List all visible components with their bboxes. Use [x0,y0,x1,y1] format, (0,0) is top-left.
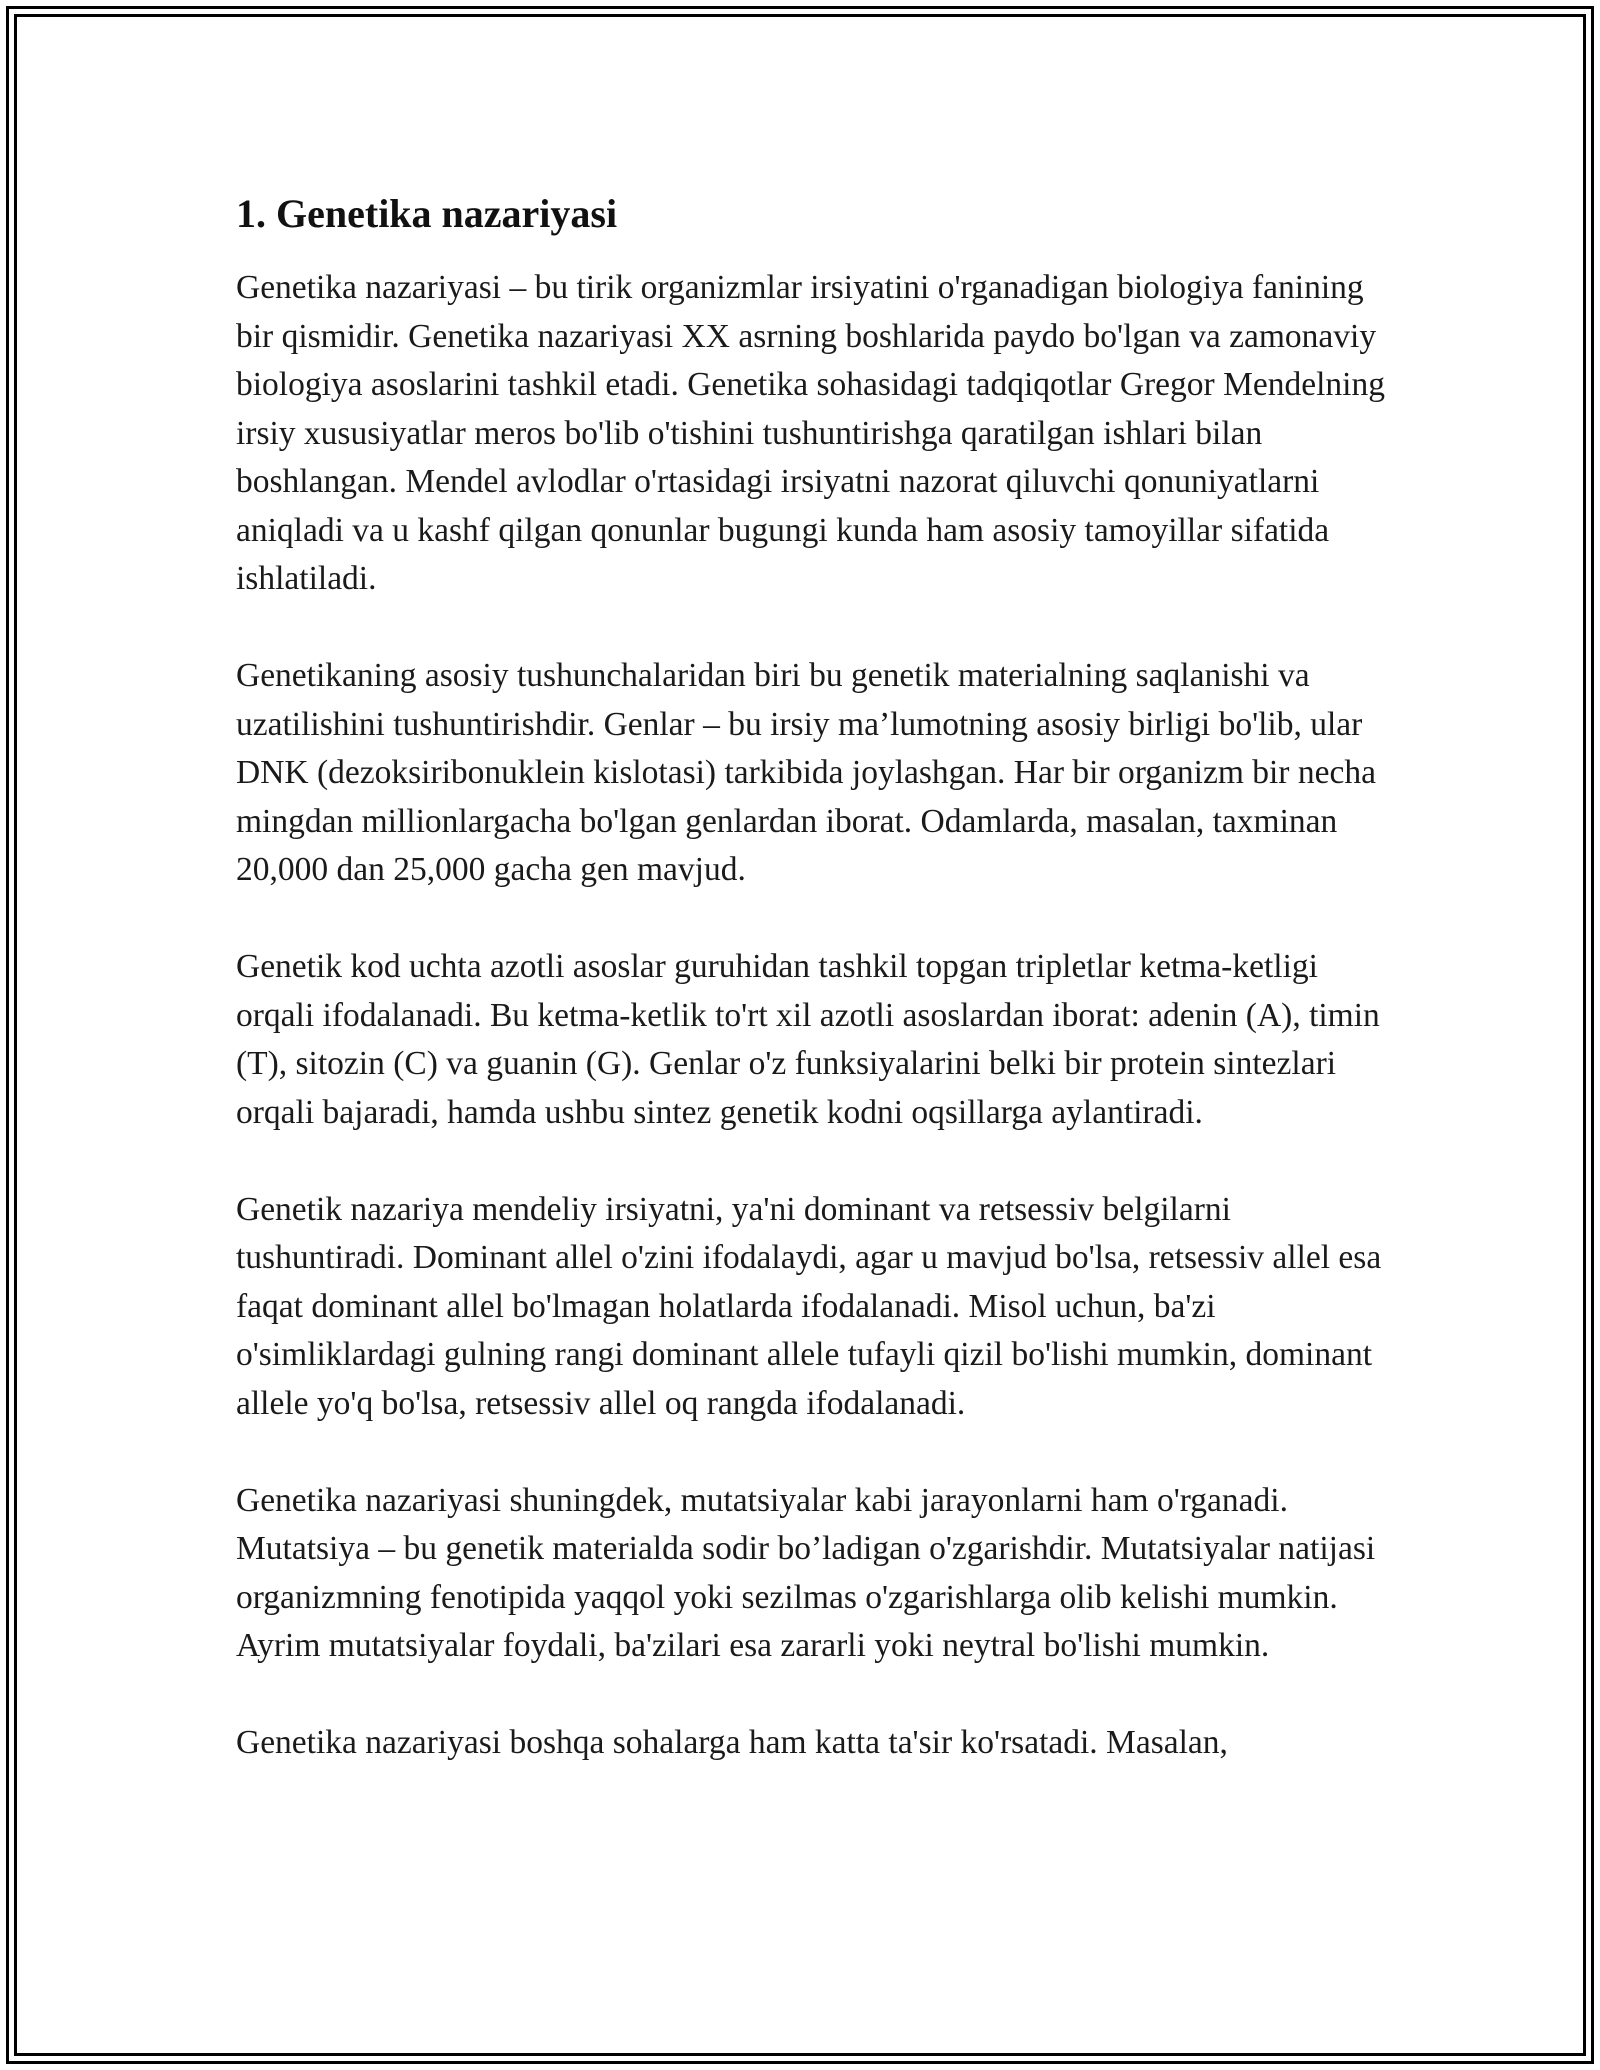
paragraph-4: Genetik nazariya mendeliy irsiyatni, ya'ni dominant va retsessiv belgilarni tushuntiradi. Dominant allel o'zini ifodalaydi, agar u mavjud bo'lsa, retsessiv allel esa faqat dominant allel bo'lmagan holatlarda ifodalanadi. Misol uchun, ba'zi o'simliklardagi gulning rangi dominant allele tufayli qizil bo'lishi mumkin, dominant allele yo'q bo'lsa, retsessiv allel oq rangda ifodalanadi. [236,1190,1382,1422]
section-heading: 1. Genetika nazariyasi [236,191,618,236]
paragraph-5: Genetika nazariyasi shuningdek, mutatsiyalar kabi jarayonlarni ham o'rganadi. Mutatsiya – bu genetik materialda sodir bo’ladigan o'zgarishdir. Mutatsiyalar natijasi organizmning fenotipida yaqqol yoki sezilmas o'zgarishlarga olib kelishi mumkin. Ayrim mutatsiyalar foydali, ba'zilari esa zararli yoki neytral bo'lishi mumkin. [236,1481,1376,1664]
document-body [236,186,1396,1816]
paragraph-3: Genetik kod uchta azotli asoslar guruhidan tashkil topgan tripletlar ketma-ketligi orqali ifodalanadi. Bu ketma-ketlik to'rt xil azotli asoslardan iborat: adenin (A), timin (T), sitozin (C) va guanin (G). Genlar o'z funksiyalarini belki bir protein sintezlari orqali bajaradi, hamda ushbu sintez genetik kodni oqsillarga aylantiradi. [236,948,1380,1131]
paragraph-1: Genetika nazariyasi – bu tirik organizmlar irsiyatini o'rganadigan biologiya fanining bir qismidir. Genetika nazariyasi XX asrning boshlarida paydo bo'lgan va zamonaviy biologiya asoslarini tashkil etadi. Genetika sohasidagi tadqiqotlar Gregor Mendelning irsiy xususiyatlar meros bo'lib o'tishini tushuntirishga qaratilgan ishlari bilan boshlangan. Mendel avlodlar o'rtasidagi irsiyatni nazorat qiluvchi qonuniyatlarni aniqladi va u kashf qilgan qonunlar bugungi kunda ham asosiy tamoyillar sifatida ishlatiladi. [236,269,1385,597]
paragraph-6: Genetika nazariyasi boshqa sohalarga ham katta ta'sir ko'rsatadi. Masalan, [236,1724,1228,1761]
paragraph-2: Genetikaning asosiy tushunchalaridan biri bu genetik materialning saqlanishi va uzatilishini tushuntirishdir. Genlar – bu irsiy ma’lumotning asosiy birligi bo'lib, ular DNK (dezoksiribonuklein kislotasi) tarkibida joylashgan. Har bir organizm bir necha mingdan millionlargacha bo'lgan genlardan iborat. Odamlarda, masalan, taxminan 20,000 dan 25,000 gacha gen mavjud. [236,657,1376,888]
